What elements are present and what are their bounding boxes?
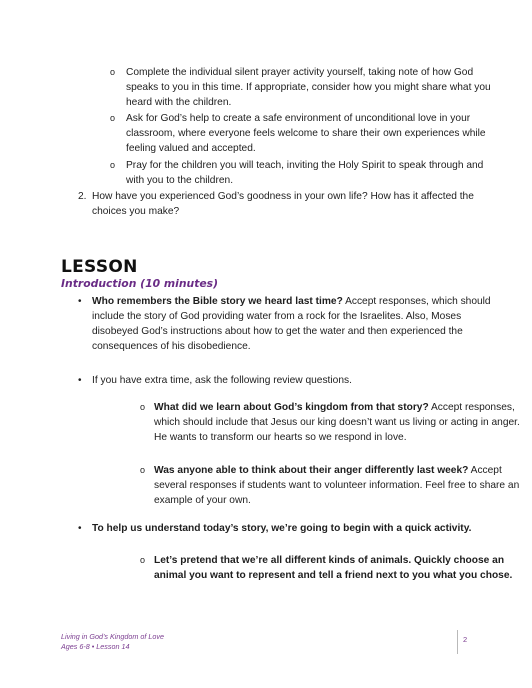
text-line: feeling valued and accepted. [126,143,256,154]
footer [61,632,164,652]
text-line: several responses if students want to volunteer information. Feel free to share an [154,480,520,491]
sub-bullet-marker: o [110,113,116,123]
text-line [92,521,471,536]
sub-item-2 [154,463,519,508]
sub-item-1 [154,400,520,445]
inline-text: Accept responses, which should [342,296,491,307]
text-line: Pray for the children you will teach, inviting the Holy Spirit to speak through and [126,160,484,171]
prep-item-2 [126,111,486,156]
bold-prompt: What did we learn about God’s kingdom from that story? [154,402,429,413]
text-line [92,294,491,309]
sub-bullet-marker: o [140,465,146,475]
text-line: Ask for God’s help to create a safe environment of unconditional love in your [126,113,471,124]
prep-item-3 [126,158,483,188]
text-line: choices you make? [92,206,180,217]
text-line [154,463,519,478]
text-line: classroom, where everyone feels welcome to share their own experiences while [126,128,486,139]
page-number: 2 [463,635,468,644]
text-line: Complete the individual silent prayer activity yourself, taking note of how God [126,67,474,78]
text-line: speaks to you in this time. If appropriate, consider how you might share what you [126,82,491,93]
subsection-heading: Introduction (10 minutes) [61,277,219,290]
bullet-marker: • [78,375,82,386]
question-number: 2. [78,191,87,202]
bullet-marker: • [78,523,82,534]
section-heading: LESSON [61,257,138,277]
footer-divider [457,630,458,654]
sub-item-3 [154,553,512,583]
text-line: which should include that Jesus our king doesn’t want us living or acting in anger. [154,417,520,428]
text-line: include the story of God providing water from a rock for the Israelites. Also, Moses [92,311,462,322]
text-line: Let’s pretend that we’re all different kinds of animals. Quickly choose an [154,555,505,566]
text-line: If you have extra time, ask the following review questions. [92,375,352,386]
bold-prompt: To help us understand today’s story, we’re going to begin with a quick activity. [92,523,472,534]
text-line: with you to the children. [126,175,234,186]
text-line: example of your own. [154,495,251,506]
prep-item-1 [126,65,491,110]
text-line: How have you experienced God’s goodness in your own life? How has it affected the [92,191,474,202]
footer-title: Living in God’s Kingdom of Love [61,632,164,641]
inline-text: Accept responses, [428,402,515,413]
text-line: disobeyed God’s instructions about how to get the water and then experienced the [92,326,463,337]
bullet-item-2 [92,373,352,388]
sub-bullet-marker: o [140,555,146,565]
inline-text: Accept [468,465,502,476]
question-2 [92,189,474,219]
text-line: consequences of his disobedience. [92,341,251,352]
sub-bullet-marker: o [140,402,146,412]
bullet-item-1 [92,294,491,354]
text-line: He wants to transform our hearts so we respond in love. [154,432,407,443]
bold-prompt: Who remembers the Bible story we heard last time? [92,296,343,307]
text-line [154,400,520,415]
bold-prompt: Was anyone able to think about their anger differently last week? [154,465,469,476]
bullet-marker: • [78,296,82,307]
bullet-item-3 [92,521,471,536]
text-line: animal you want to represent and tell a friend next to you what you chose. [154,570,513,581]
sub-bullet-marker: o [110,160,116,170]
footer-subtitle: Ages 6-8 • Lesson 14 [61,642,130,651]
text-line: heard with the children. [126,97,232,108]
sub-bullet-marker: o [110,67,116,77]
